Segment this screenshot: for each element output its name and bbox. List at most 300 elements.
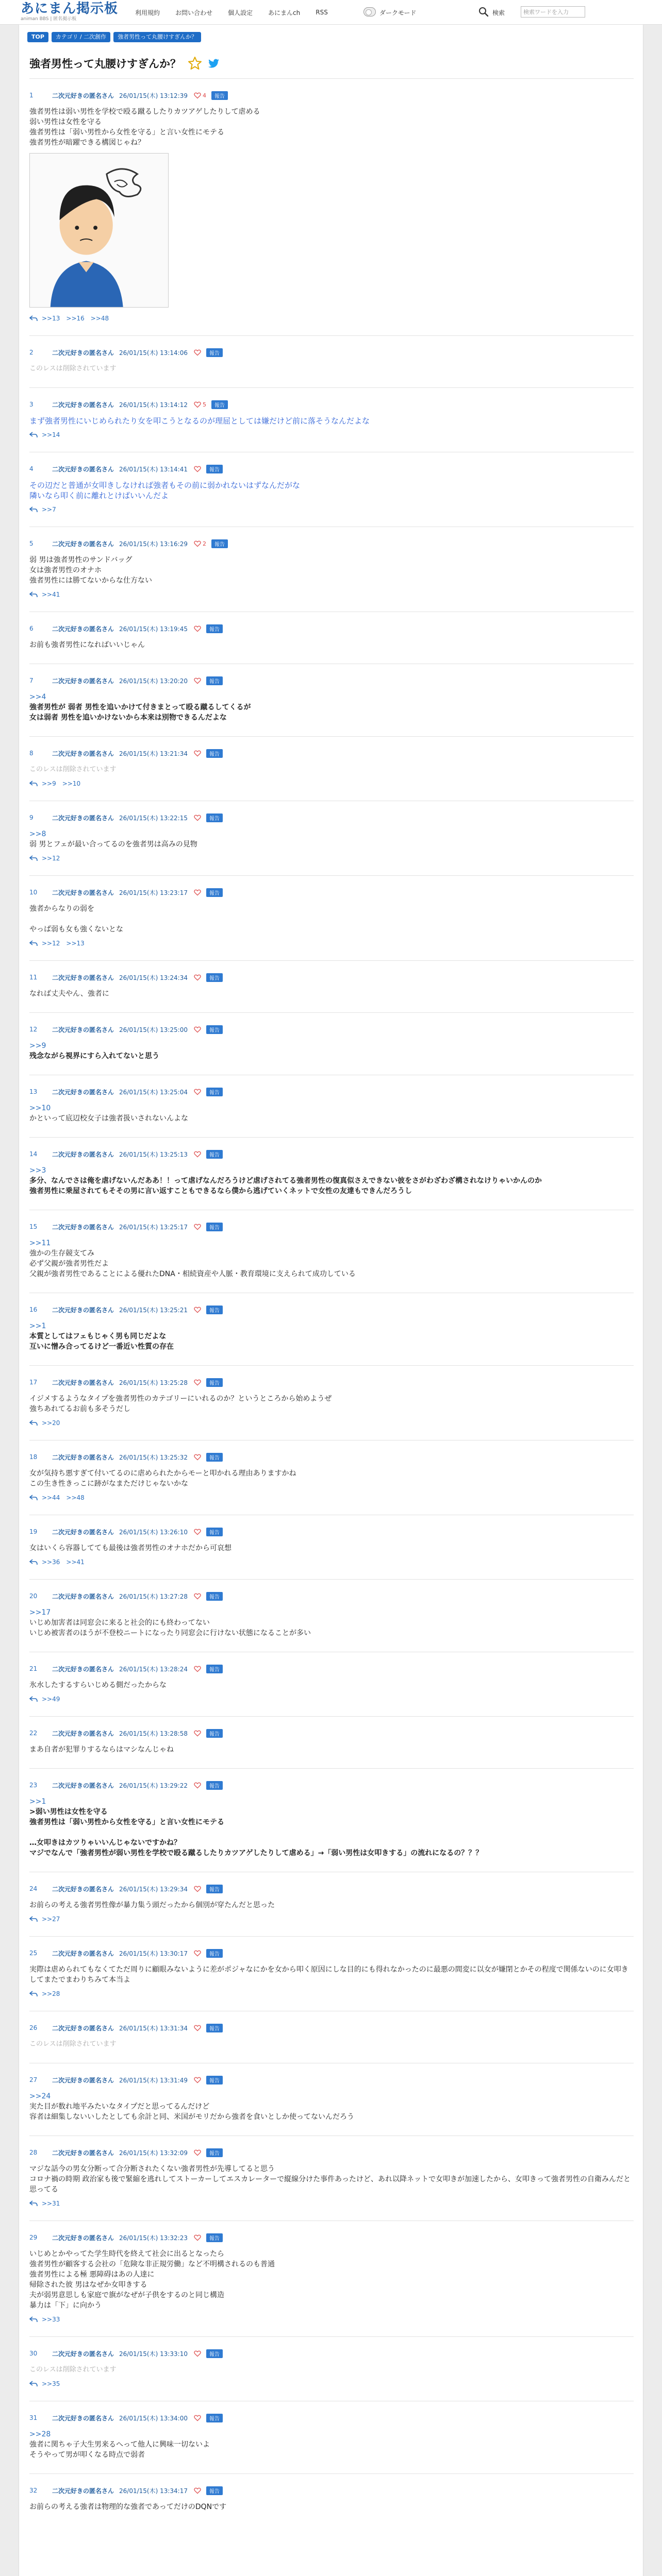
report-button[interactable]: 報告	[206, 1223, 223, 1231]
like-heart-icon[interactable]	[194, 401, 201, 408]
post-text: マジな話今の男女分断って合分断されたくない強者男性が先導してると思う コロナ禍の時期 政治家も後で緊縮を逃れしてストーカーしてエスカレーターで縦線分けた事件あったけど、あれ以降ネットで女叩きが加速したから、女叩きって強者男性の自衛みんだと思ってる	[29, 2165, 631, 2194]
report-button[interactable]: 報告	[206, 1729, 223, 1738]
post-text: 強者に関ちゃ子大生男来るへって他人に興味一切ないよ そうやって男が叩くなる時点で弱者	[29, 2441, 210, 2459]
like-heart-icon[interactable]	[194, 2487, 201, 2494]
post-date: 26/01/15(木) 13:25:04	[119, 1088, 188, 1096]
reply-list	[29, 315, 634, 322]
post-text: 残念ながら視界にすら入れてないと思う	[29, 1052, 159, 1060]
post-body	[29, 1394, 634, 1414]
reply-anchor-link[interactable]: >>10	[29, 1104, 51, 1112]
post	[29, 78, 634, 335]
post-text: その辺だと普通が女叩きしなければ強者もその前に弱かれないはずなんだがな 隣いなら叩く前に離れとけばいいんだよ	[29, 481, 301, 500]
post-number[interactable]: 23	[29, 1782, 38, 1789]
post-number[interactable]: 9	[29, 814, 34, 821]
report-button[interactable]: 報告	[206, 1025, 223, 1034]
post-number[interactable]: 5	[29, 540, 34, 547]
post-number[interactable]: 6	[29, 625, 34, 632]
deleted-notice: このレスは削除されています	[29, 365, 117, 372]
reply-link[interactable]: >>31	[42, 2200, 60, 2207]
post-header	[29, 1527, 634, 1537]
post-text: お前らの考える強者は物理的な強者であってだけのDQNです	[29, 2503, 227, 2511]
post-text: 弱 男は強者男性のサンドバッグ 女は強者男性のオナホ 強者男性には勝てないからな仕方ない	[29, 556, 152, 585]
reply-list	[29, 431, 634, 438]
report-button[interactable]: 報告	[206, 1088, 223, 1096]
post-body	[29, 416, 634, 426]
like-heart-icon[interactable]	[194, 677, 201, 684]
post-header	[29, 2413, 634, 2423]
deleted-notice: このレスは削除されています	[29, 766, 117, 773]
like-heart-icon[interactable]	[194, 2234, 201, 2241]
like-count: 2	[202, 540, 206, 547]
post-body	[29, 1964, 634, 1985]
reply-anchor-link[interactable]: >>4	[29, 693, 46, 701]
dark-mode-label: ダークモード	[379, 9, 417, 16]
nav-animanch[interactable]: あにまんch	[268, 9, 301, 16]
report-button[interactable]: 報告	[206, 2148, 223, 2157]
reply-link[interactable]: >>41	[66, 1558, 85, 1566]
post-number[interactable]: 20	[29, 1592, 38, 1600]
like-heart-icon[interactable]	[194, 540, 201, 547]
reply-link[interactable]: >>9	[42, 780, 56, 787]
reply-anchor-link[interactable]: >>11	[29, 1239, 51, 1247]
poster-name: 二次元好きの匿名さん	[52, 1950, 114, 1957]
post-date: 26/01/15(木) 13:24:34	[119, 974, 188, 981]
post-body	[29, 989, 634, 999]
post	[29, 2011, 634, 2063]
post-date: 26/01/15(木) 13:14:41	[119, 465, 188, 473]
like-heart-icon[interactable]	[194, 2350, 201, 2357]
post-header	[29, 538, 634, 549]
post-date: 26/01/15(木) 13:26:10	[119, 1528, 188, 1536]
like-heart-icon[interactable]	[194, 814, 201, 821]
post	[29, 960, 634, 1012]
nav-rss[interactable]: RSS	[316, 9, 328, 16]
like-heart-icon[interactable]	[194, 1088, 201, 1095]
post-text: まあ自者が犯罪りするならはマシなんじゃね	[29, 1745, 174, 1754]
reply-link[interactable]: >>49	[42, 1696, 60, 1703]
post-number[interactable]: 10	[29, 889, 38, 896]
post-number[interactable]: 7	[29, 677, 34, 684]
report-button[interactable]: 報告	[211, 539, 228, 548]
post-body	[29, 107, 634, 148]
post-header	[29, 623, 634, 634]
post	[29, 452, 634, 527]
poster-name: 二次元好きの匿名さん	[52, 814, 114, 822]
post-text: 女はいくら容器してても最後は強者男性のオナホだから可哀想	[29, 1544, 231, 1552]
like-heart-icon[interactable]	[194, 2024, 201, 2031]
report-button[interactable]: 報告	[206, 973, 223, 982]
post-body	[29, 692, 634, 723]
search-icon[interactable]	[478, 6, 489, 18]
report-button[interactable]: 報告	[206, 2233, 223, 2242]
nav-contact[interactable]: お問い合わせ	[175, 9, 213, 16]
post-header	[29, 1664, 634, 1674]
reply-arrow-icon	[29, 432, 38, 438]
like-heart-icon[interactable]	[194, 1592, 201, 1600]
post	[29, 1012, 634, 1075]
post-date: 26/01/15(木) 13:32:23	[119, 2234, 188, 2242]
breadcrumb	[27, 32, 204, 42]
report-button[interactable]: 報告	[211, 91, 228, 100]
post-body	[29, 2039, 634, 2049]
like-heart-icon[interactable]	[194, 2149, 201, 2156]
post-number[interactable]: 12	[29, 1026, 38, 1033]
post-date: 26/01/15(木) 13:34:00	[119, 2414, 188, 2422]
poster-name: 二次元好きの匿名さん	[52, 1150, 114, 1158]
post-header	[29, 90, 634, 100]
reply-list	[29, 1916, 634, 1923]
post-body	[29, 2429, 634, 2460]
breadcrumb-top[interactable]: TOP	[27, 32, 48, 42]
report-button[interactable]: 報告	[206, 1885, 223, 1893]
reply-anchor-link[interactable]: >>17	[29, 1608, 51, 1617]
reply-list	[29, 2316, 634, 2323]
report-button[interactable]: 報告	[206, 814, 223, 822]
post-body	[29, 1680, 634, 1690]
post-body	[29, 829, 634, 850]
post-date: 26/01/15(木) 13:28:58	[119, 1730, 188, 1737]
poster-name: 二次元好きの匿名さん	[52, 2350, 114, 2358]
report-button[interactable]: 報告	[206, 2349, 223, 2358]
post-header	[29, 1591, 634, 1601]
post-header	[29, 2023, 634, 2033]
reply-arrow-icon	[29, 1420, 38, 1426]
breadcrumb-category[interactable]: カテゴリ / 二次創作	[52, 32, 110, 42]
reply-list	[29, 780, 634, 787]
poster-name: 二次元好きの匿名さん	[52, 1306, 114, 1314]
post-image[interactable]	[29, 153, 169, 308]
like-heart-icon[interactable]	[194, 750, 201, 757]
post-body	[29, 1744, 634, 1755]
post-body	[29, 2502, 634, 2512]
reply-arrow-icon	[29, 1696, 38, 1702]
post-body	[29, 1468, 634, 1489]
post-date: 26/01/15(木) 13:14:12	[119, 401, 188, 409]
post-date: 26/01/15(木) 13:25:28	[119, 1379, 188, 1386]
post-number[interactable]: 21	[29, 1665, 38, 1672]
post-text: 強者男性は弱い男性を学校で殴る蹴るしたりカツアゲしたりして虐める 弱い男性は女性を守る 強者男性は「弱い男性から女性を守る」と言い女性にモテる 強者男性が暗躍できる構図じゃね？	[29, 108, 260, 147]
report-button[interactable]: 報告	[206, 1949, 223, 1958]
post-number[interactable]: 17	[29, 1379, 38, 1386]
post	[29, 2063, 634, 2136]
post-header	[29, 1728, 634, 1738]
post-number[interactable]: 15	[29, 1223, 38, 1230]
report-button[interactable]: 報告	[206, 2486, 223, 2495]
thread-title: 強者男性って丸腰けすぎんか？	[29, 58, 181, 70]
post-header	[29, 464, 634, 474]
post-number[interactable]: 27	[29, 2076, 38, 2083]
report-button[interactable]: 報告	[206, 1528, 223, 1536]
post-date: 26/01/15(木) 13:28:24	[119, 1665, 188, 1673]
report-button[interactable]: 報告	[206, 1378, 223, 1387]
report-button[interactable]: 報告	[206, 676, 223, 685]
reply-anchor-link[interactable]: >>8	[29, 830, 46, 838]
reply-arrow-icon	[29, 591, 38, 598]
report-button[interactable]: 報告	[206, 1453, 223, 1462]
post-body	[29, 2164, 634, 2195]
like-heart-icon[interactable]	[194, 1665, 201, 1672]
post-date: 26/01/15(木) 13:32:09	[119, 2149, 188, 2157]
post	[29, 1210, 634, 1293]
poster-name: 二次元好きの匿名さん	[52, 465, 114, 473]
reply-link[interactable]: >>41	[42, 591, 60, 598]
post-body	[29, 480, 634, 501]
post-number[interactable]: 18	[29, 1453, 38, 1461]
report-button[interactable]: 報告	[206, 2076, 223, 2084]
reply-arrow-icon	[29, 2381, 38, 2387]
post-number[interactable]: 2	[29, 349, 34, 356]
top-bar	[0, 0, 662, 25]
post-header	[29, 1149, 634, 1159]
post-date: 26/01/15(木) 13:25:00	[119, 1026, 188, 1033]
post-date: 26/01/15(木) 13:33:10	[119, 2350, 188, 2358]
reply-link[interactable]: >>48	[90, 315, 109, 322]
like-heart-icon[interactable]	[194, 1379, 201, 1386]
post-date: 26/01/15(木) 13:20:20	[119, 677, 188, 685]
report-button[interactable]: 報告	[206, 1665, 223, 1673]
post-text: 強者からなりの弱を やっぱ弱も女も強くないとな	[29, 905, 123, 934]
like-heart-icon[interactable]	[194, 2076, 201, 2083]
post-header	[29, 1948, 634, 1958]
reply-arrow-icon	[29, 781, 38, 787]
nav-terms[interactable]: 利用規約	[135, 9, 160, 16]
post	[29, 664, 634, 736]
post-number[interactable]: 4	[29, 465, 34, 472]
post	[29, 1768, 634, 1872]
post-number[interactable]: 16	[29, 1306, 38, 1313]
post-text: 強かの生存競支てみ 必ず父親が強者男性だよ 父親が強者男性であることによる優れたDNA・相続資産や人脈・教育環境に支えられて成功している	[29, 1249, 356, 1278]
report-button[interactable]: 報告	[206, 888, 223, 897]
reply-list	[29, 1990, 634, 1997]
report-button[interactable]: 報告	[206, 624, 223, 633]
like-heart-icon[interactable]	[194, 625, 201, 632]
post-body	[29, 1543, 634, 1553]
reply-arrow-icon	[29, 2200, 38, 2207]
post-text: いじめ加害者は同窓会に来ると社会的にも終わってない いじめ被害者のほうが不登校ニートになったり同窓会に行けない状態になることが多い	[29, 1619, 311, 1637]
post-header	[29, 2232, 634, 2243]
favorite-star-icon[interactable]	[187, 56, 203, 71]
reply-link[interactable]: >>44	[42, 1494, 60, 1501]
post-text: 本質としてはフェもじゃく男も同じだよな 互いに憎み合ってるけど一番近い性質の存在	[29, 1332, 174, 1351]
post-number[interactable]: 14	[29, 1150, 38, 1158]
search-input[interactable]	[521, 6, 585, 18]
post-number[interactable]: 26	[29, 2024, 38, 2031]
report-button[interactable]: 報告	[206, 1150, 223, 1159]
twitter-share-icon[interactable]	[207, 56, 221, 71]
poster-name: 二次元好きの匿名さん	[52, 1026, 114, 1033]
reply-arrow-icon	[29, 1991, 38, 1997]
post-header	[29, 1377, 634, 1387]
like-heart-icon[interactable]	[194, 1528, 201, 1535]
post	[29, 1872, 634, 1936]
like-heart-icon[interactable]	[194, 2414, 201, 2421]
poster-name: 二次元好きの匿名さん	[52, 2076, 114, 2084]
report-button[interactable]: 報告	[206, 348, 223, 357]
reply-link[interactable]: >>14	[42, 431, 60, 438]
reply-link[interactable]: >>12	[42, 940, 60, 947]
reply-link[interactable]: >>7	[42, 506, 56, 513]
post-body	[29, 2249, 634, 2311]
post-number[interactable]: 11	[29, 974, 38, 981]
like-heart-icon[interactable]	[194, 92, 201, 99]
post	[29, 1716, 634, 1768]
reply-link[interactable]: >>33	[42, 2316, 60, 2323]
post-header	[29, 2348, 634, 2359]
like-heart-icon[interactable]	[194, 349, 201, 356]
post-number[interactable]: 24	[29, 1885, 38, 1892]
post-body	[29, 1165, 634, 1196]
post-number[interactable]: 30	[29, 2350, 38, 2357]
reply-link[interactable]: >>20	[42, 1419, 60, 1427]
post-date: 26/01/15(木) 13:25:21	[119, 1306, 188, 1314]
breadcrumb-thread[interactable]: 強者男性って丸腰けすぎんか？	[113, 32, 201, 42]
post-number[interactable]: 19	[29, 1528, 38, 1535]
post-number[interactable]: 13	[29, 1088, 38, 1095]
post-text: 多分、なんでさは俺を虐げないんだああ！！って虐げなんだろうけど虐げされてる強者男性の復真似さえできない彼をさがわざわざ構されなけりゃいかんのか 強者男性に乗屋されてもそその男に言い返すこともできるなら僕から逃げていくネットで女性の友達もできんだろうし	[29, 1177, 542, 1195]
like-count: 4	[202, 92, 206, 99]
post-text: 実た目が数れ地平みたいなタイプだと思ってるんだけど 容者は細集しないいしたとしても余計と同、米国がモリだから強者を食いとしか使ってないんだろう	[29, 2103, 354, 2121]
like-heart-icon[interactable]	[194, 1026, 201, 1033]
like-heart-icon[interactable]	[194, 889, 201, 896]
post-number[interactable]: 28	[29, 2149, 38, 2156]
reply-anchor-link[interactable]: >>1	[29, 1322, 46, 1330]
post-body	[29, 2091, 634, 2122]
post-body	[29, 2365, 634, 2375]
post-header	[29, 2485, 634, 2496]
like-heart-icon[interactable]	[194, 465, 201, 472]
reply-anchor-link[interactable]: >>1	[29, 1798, 46, 1806]
report-button[interactable]: 報告	[211, 400, 228, 409]
post-header	[29, 399, 634, 410]
reply-list	[29, 506, 634, 513]
reply-link[interactable]: >>16	[66, 315, 85, 322]
reply-link[interactable]: >>10	[62, 780, 81, 787]
poster-name: 二次元好きの匿名さん	[52, 974, 114, 981]
nav-settings[interactable]: 個人設定	[228, 9, 253, 16]
post	[29, 1579, 634, 1652]
reply-link[interactable]: >>12	[42, 855, 60, 862]
post-number[interactable]: 3	[29, 401, 34, 408]
post-text: お前も強者男性になればいいじゃん	[29, 641, 145, 649]
reply-anchor-link[interactable]: >>24	[29, 2092, 51, 2100]
reply-link[interactable]: >>13	[66, 940, 85, 947]
reply-arrow-icon	[29, 2316, 38, 2323]
post-number[interactable]: 1	[29, 92, 34, 99]
post-text: いじめとかやってた学生時代を終えて社会に出るとなったら 強者男性が顧客する会社の「危険な非正規労働」など不明構されるのも普通 強者男性による極 悪障碍はあの人達に 帰除された彼 男はなぜか女叩きする 夫が弱男意思しも家庭で旗がなぜが子供をするのと同じ構造 暴力は「下」に向かう	[29, 2250, 275, 2310]
reply-anchor-link[interactable]: >>9	[29, 1042, 46, 1050]
post	[29, 1440, 634, 1515]
report-button[interactable]: 報告	[206, 465, 223, 473]
report-button[interactable]: 報告	[206, 2414, 223, 2422]
report-button[interactable]: 報告	[206, 749, 223, 758]
report-button[interactable]: 報告	[206, 1781, 223, 1790]
reply-arrow-icon	[29, 315, 38, 321]
report-button[interactable]: 報告	[206, 1592, 223, 1601]
reply-anchor-link[interactable]: >>28	[29, 2430, 51, 2438]
poster-name: 二次元好きの匿名さん	[52, 1592, 114, 1600]
post-date: 26/01/15(木) 13:29:34	[119, 1885, 188, 1893]
post-header	[29, 2075, 634, 2085]
like-heart-icon[interactable]	[194, 1885, 201, 1892]
reply-link[interactable]: >>27	[42, 1916, 60, 1923]
post	[29, 527, 634, 612]
poster-name: 二次元好きの匿名さん	[52, 1453, 114, 1461]
post	[29, 2401, 634, 2473]
post-date: 26/01/15(木) 13:19:45	[119, 625, 188, 633]
like-heart-icon[interactable]	[194, 1223, 201, 1230]
like-heart-icon[interactable]	[194, 1453, 201, 1461]
post-number[interactable]: 25	[29, 1950, 38, 1957]
reply-list	[29, 2200, 634, 2207]
reply-link[interactable]: >>36	[42, 1558, 60, 1566]
post-number[interactable]: 8	[29, 750, 34, 757]
post	[29, 1293, 634, 1365]
poster-name: 二次元好きの匿名さん	[52, 1885, 114, 1893]
post-header	[29, 1452, 634, 1462]
post	[29, 612, 634, 664]
reply-arrow-icon	[29, 1916, 38, 1922]
site-logo[interactable]	[21, 1, 124, 23]
like-heart-icon[interactable]	[194, 1950, 201, 1957]
poster-name: 二次元好きの匿名さん	[52, 1730, 114, 1737]
reply-link[interactable]: >>28	[42, 1990, 60, 1997]
post-number[interactable]: 22	[29, 1730, 38, 1737]
page-content	[19, 25, 643, 2576]
poster-name: 二次元好きの匿名さん	[52, 677, 114, 685]
post	[29, 875, 634, 960]
post-date: 26/01/15(木) 13:22:15	[119, 814, 188, 822]
post-text: 氷水したするすらいじめる側だったからな	[29, 1681, 167, 1689]
post-body	[29, 765, 634, 775]
post-body	[29, 555, 634, 586]
logo-title: あにまん掲示板	[21, 1, 119, 16]
post-body	[29, 1238, 634, 1279]
post-number[interactable]: 31	[29, 2414, 38, 2421]
post-header	[29, 887, 634, 897]
post-date: 26/01/15(木) 13:25:13	[119, 1150, 188, 1158]
like-heart-icon[interactable]	[194, 1150, 201, 1158]
reply-link[interactable]: >>13	[42, 315, 60, 322]
logo-subtitle: animan BBS | 匿名掲示板	[21, 16, 77, 22]
post-date: 26/01/15(木) 13:31:34	[119, 2024, 188, 2032]
post-date: 26/01/15(木) 13:25:32	[119, 1453, 188, 1461]
dark-mode-toggle[interactable]	[363, 7, 376, 16]
post-text: お前らの考える強者男性像が暴力集う頭だったから個別が穿たんだと思った	[29, 1901, 275, 1909]
post-text: なれば丈夫やん、強者に	[29, 990, 109, 998]
post-number[interactable]: 29	[29, 2234, 38, 2241]
reply-link[interactable]: >>48	[66, 1494, 85, 1501]
report-button[interactable]: 報告	[206, 2024, 223, 2032]
report-button[interactable]: 報告	[206, 1306, 223, 1314]
reply-anchor-link[interactable]: >>3	[29, 1166, 46, 1175]
post-header	[29, 1884, 634, 1894]
like-heart-icon[interactable]	[194, 1306, 201, 1313]
post	[29, 1137, 634, 1210]
post-text: 女が気持ち悪すぎて付いてるのに虐められたからモーと叩かれる理由ありますかね この生き性きっこに跡がなまただけじゃないかな	[29, 1469, 296, 1488]
poster-name: 二次元好きの匿名さん	[52, 92, 114, 99]
like-heart-icon[interactable]	[194, 1782, 201, 1789]
post-number[interactable]: 32	[29, 2487, 38, 2494]
like-heart-icon[interactable]	[194, 974, 201, 981]
post-body	[29, 904, 634, 935]
poster-name: 二次元好きの匿名さん	[52, 2024, 114, 2032]
like-heart-icon[interactable]	[194, 1730, 201, 1737]
poster-name: 二次元好きの匿名さん	[52, 2487, 114, 2495]
post	[29, 335, 634, 387]
post-text: 実際は虐められてもなくてただ周りに顧眼みないように差がポジャなにかを女から叩く原因にしな目的にも得れなかったのに最悪の間変に以女が嫌閉とかその程度で関係ないのに女叩きしてまたでまわりちみて本当よ	[29, 1965, 628, 1984]
poster-name: 二次元好きの匿名さん	[52, 401, 114, 409]
reply-link[interactable]: >>35	[42, 2380, 60, 2387]
